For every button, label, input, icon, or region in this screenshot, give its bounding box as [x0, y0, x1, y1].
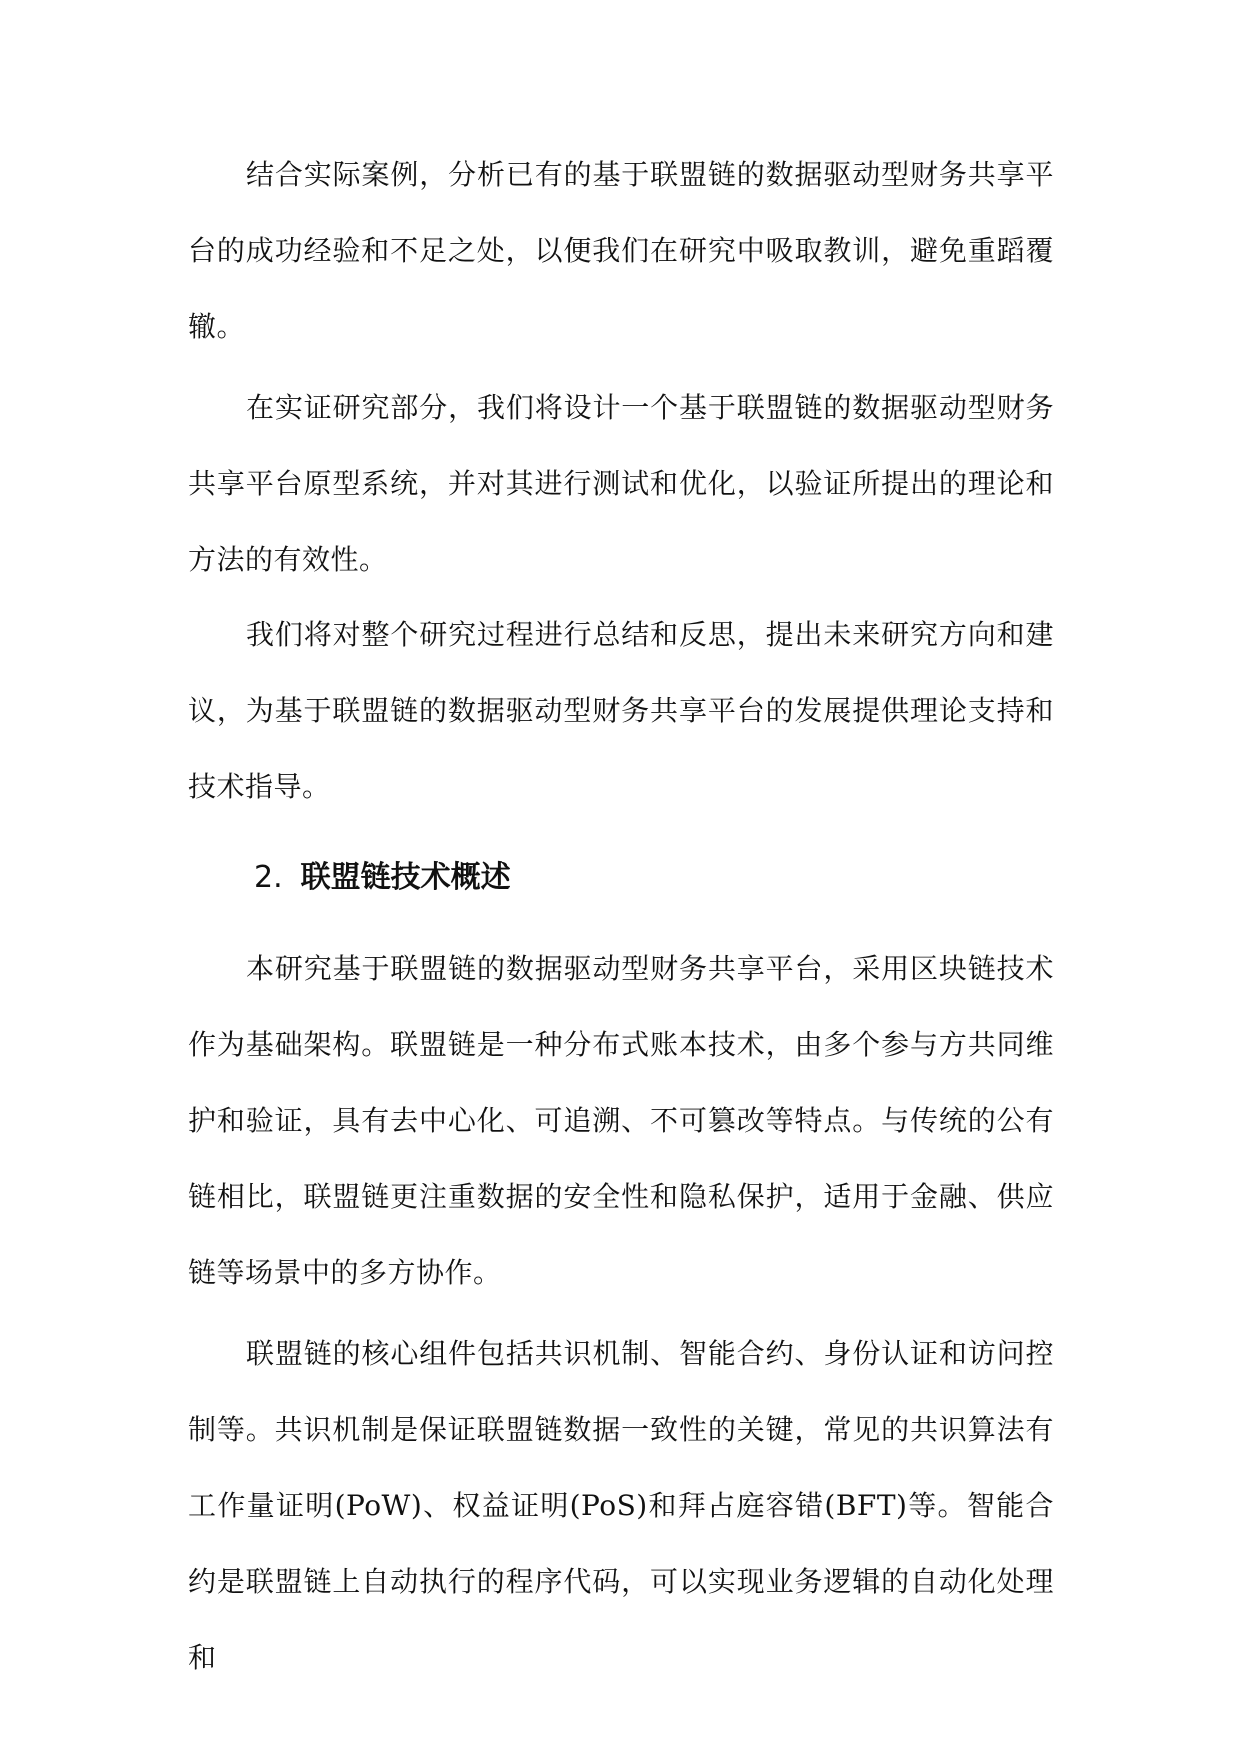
paragraph-core-components: 联盟链的核心组件包括共识机制、智能合约、身份认证和访问控制等。共识机制是保证联盟链数据一致性的关键，常见的共识算法有工作量证明(PoW)、权益证明(PoS)和拜占庭容错(BFT)等。智能合约是联盟链上自动执行的程序代码，可以实现业务逻辑的自动化处理和	[188, 1337, 1054, 1674]
section-number: 2.	[254, 860, 283, 895]
section-title: 联盟链技术概述	[300, 860, 511, 895]
section-heading	[254, 858, 511, 898]
paragraph-consortium-intro: 本研究基于联盟链的数据驱动型财务共享平台，采用区块链技术作为基础架构。联盟链是一种分布式账本技术，由多个参与方共同维护和验证，具有去中心化、可追溯、不可篡改等特点。与传统的公有链相比，联盟链更注重数据的安全性和隐私保护，适用于金融、供应链等场景中的多方协作。	[188, 952, 1054, 1289]
paragraph-summary: 我们将对整个研究过程进行总结和反思，提出未来研究方向和建议，为基于联盟链的数据驱动型财务共享平台的发展提供理论支持和技术指导。	[188, 618, 1054, 803]
paragraph-empirical-research: 在实证研究部分，我们将设计一个基于联盟链的数据驱动型财务共享平台原型系统，并对其进行测试和优化，以验证所提出的理论和方法的有效性。	[188, 391, 1054, 576]
paragraph-case-analysis: 结合实际案例，分析已有的基于联盟链的数据驱动型财务共享平台的成功经验和不足之处，以便我们在研究中吸取教训，避免重蹈覆辙。	[188, 158, 1054, 343]
